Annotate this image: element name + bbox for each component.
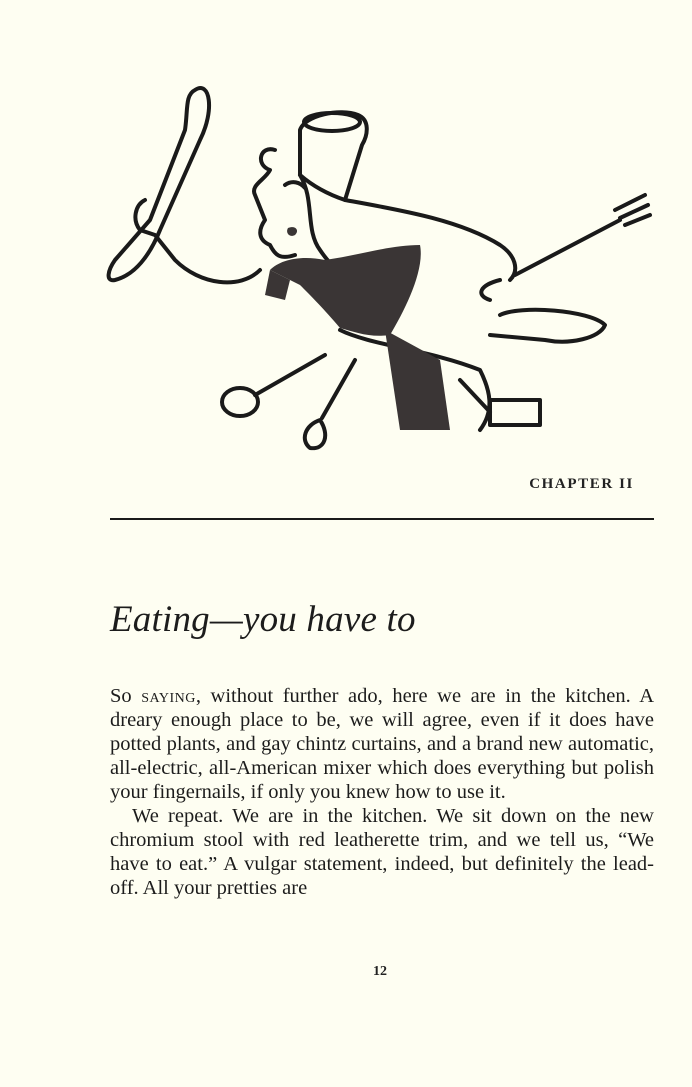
cook-woman-illustration bbox=[100, 70, 660, 460]
page-number: 12 bbox=[373, 964, 387, 979]
body-text bbox=[110, 684, 654, 900]
paragraph-1 bbox=[110, 684, 654, 804]
paragraph-2: We repeat. We are in the kitchen. We sit down on the new chromium stool with red leatherette trim, and we tell us, “We have to eat.” A vulgar statement, indeed, but definitely the lead-off. All your pretties are bbox=[110, 805, 654, 899]
paragraph-lead: So bbox=[110, 685, 142, 707]
paragraph-1-text: , without further ado, here we are in the kitchen. A dreary enough place to be, we will agree, even if it does have potted plants, and gay chintz curtains, and a brand new automatic, all-electric, all-American mixer which does everything but polish your fingernails, if only you knew how to use it. bbox=[110, 685, 655, 803]
chapter-title: Eating—you have to bbox=[110, 599, 416, 640]
chapter-label: CHAPTER II bbox=[529, 476, 634, 492]
small-caps-lead-word: saying bbox=[141, 685, 196, 707]
chapter-divider bbox=[110, 518, 654, 520]
